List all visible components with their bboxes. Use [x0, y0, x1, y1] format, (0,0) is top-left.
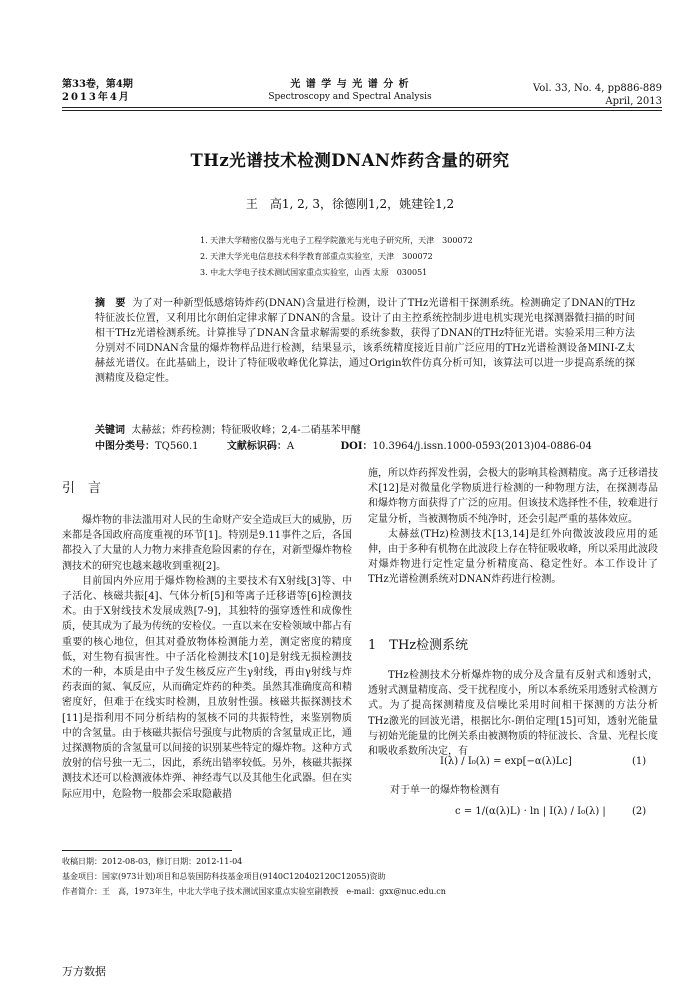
- paper-title: THz光谱技术检测DNAN炸药含量的研究: [190, 151, 510, 170]
- intro-heading: 引 言: [62, 481, 102, 496]
- header-citation: Vol. 33, No. 4, pp886-889: [533, 83, 662, 94]
- header-rule: [62, 107, 662, 108]
- intro-paragraph-2: 目前国内外应用于爆炸物检测的主要技术有X射线[3]等、中子活化、核磁共振[4]、气体分析[5]和等离子迁移谱等[6]检测技术。由于X射线技术发展成熟[7-9]，其独特的强穿透性和成像性质，使其成为了最为传统的安检仪。一直以来在安检领域中都占有重要的核心地位，但其对叠放物体检测能力差，测定密度的精度低，对生物有损害性。中子活化检测技术[10]是射线无损检测技术的一种，本质是由中子发生核反应产生γ射线，再由γ射线与炸药表面的氮、氧反应，从而确定炸药的种类。虽然其准确度高和精密度好，但难于在线实时检测，且放射性强。核磁共振探测技术[11]是指利用不同分析结构的氢核不同的共振特性，来鉴别物质中的含氢量。由于核磁共振信号强度与此物质的含氢量成正比，通过探测物质的含氢量可以间接的识别某些特定的爆炸物。这种方式放射的信号独一无二，因此，系统出错率较低。另外，核磁共振探测技术还可以检测液体炸弹、神经毒气以及其他生化武器。但在实际应用中，危险物一般都会采取隐蔽措: [62, 575, 352, 800]
- footnote-fund: 基金项目：国家(973计划)项目和总装国防科技基金项目(9140C120402120C12055)资助: [62, 872, 386, 881]
- intro-paragraph-1: 爆炸物的非法滥用对人民的生命财产安全造成巨大的威胁，历来都是各国政府高度重视的环节[1]。特别是9.11事件之后，各国都投入了大量的人力物力来排查危险因素的存在，对新型爆炸物检测技术的研究也越来越收到重视[2]。: [62, 515, 352, 572]
- doi-value: 10.3964/j.issn.1000-0593(2013)04-0886-04: [372, 441, 592, 452]
- abstract-text: 为了对一种新型低感熔铸炸药(DNAN)含量进行检测，设计了THz光谱相干探测系统。检测确定了DNAN的THz特征波长位置，又利用比尔朗伯定律求解了DNAN的含量。设计了由主控系统控制步进电机实现光电探测器微扫描的时间相干THz光谱检测系统。计算推导了DNAN含量求解需要的系统参数，获得了DNAN的THz特征光谱。实验采用三种方法分别对不同DNAN含量的爆炸物样品进行检测，结果显示，该系统精度接近目前广泛应用的THz光谱检测设备MINI-Z太赫兹光谱仪。在此基础上，设计了特征吸收峰优化算法，通过Origin软件仿真分析可知，该算法可以进一步提高系统的探测精度及稳定性。: [95, 298, 636, 384]
- header-journal-cn: 光 谱 学 与 光 谱 分 析: [290, 79, 410, 90]
- footnote-received: 收稿日期：2012-08-03，修订日期：2012-11-04: [62, 857, 243, 866]
- intro-paragraph-3: 太赫兹(THz)检测技术[13,14]是红外向微波波段应用的延伸，由于多种有机物在此波段上存在特征吸收峰，所以采用此波段对爆炸物进行定性定量分析精度高、稳定性好。本工作设计了THz光谱检测系统对DNAN炸药进行检测。: [368, 528, 658, 586]
- clc-value: TQ560.1: [155, 441, 199, 452]
- paper-authors: 王 高1, 2, 3，徐德刚1,2，姚建铨1,2: [245, 197, 455, 211]
- doi-label: DOI：: [340, 441, 373, 452]
- header-date-en: April, 2013: [605, 96, 662, 107]
- left-column: [62, 513, 352, 802]
- doc-code-value: A: [286, 441, 295, 452]
- classification-line: [95, 440, 635, 454]
- affiliation-3: 3. 中北大学电子技术测试国家重点实验室，山西 太原 030051: [200, 268, 428, 277]
- intro-continued: 施，所以炸药挥发性弱，会极大的影响其检测精度。离子迁移谱技术[12]是对微量化学物质进行检测的一种物理方法，在探测毒品和爆炸物方面获得了广泛的应用。但该技术选择性不佳，较难进行定量分析，当被测物质不纯净时，还会引起严重的基体效应。: [368, 468, 658, 525]
- equation-1-number: (1): [632, 756, 647, 767]
- footnote-bio: 作者简介：王 高，1973年生，中北大学电子技术测试国家重点实验室副教授 e-mail：gxx@nuc.edu.cn: [62, 887, 446, 896]
- section-1-body: [368, 668, 658, 759]
- equation-2-intro: 对于单一的爆炸物检测有: [390, 785, 500, 796]
- abstract: [95, 296, 635, 386]
- section-1-paragraph: THz检测技术分析爆炸物的成分及含量有反射式和透射式，透射式测量精度高、受干扰程度小，所以本系统采用透射式检测方式。为了提高探测精度及信噪比采用时间相干探测的方法分析THz激光的回波光谱，根据比尔-朗伯定理[15]可知，透射光能量与初始光能量的比例关系由被测物质的特征波长、含量、光程长度和吸收系数所决定，有: [368, 670, 658, 758]
- keywords-text: 太赫兹；炸药检测；特征吸收峰；2,4-二硝基苯甲醚: [131, 425, 361, 436]
- watermark-text: 万方数据: [62, 965, 106, 978]
- header-volume-issue: 第33卷，第4期: [62, 79, 133, 90]
- doc-code-label: 文献标识码：: [226, 441, 287, 452]
- header-rule-thin: [62, 110, 662, 111]
- abstract-label: 摘 要: [95, 298, 126, 309]
- equation-2-number: (2): [632, 806, 647, 817]
- equation-2: c = 1/(α(λ)L) · ln | I(λ) / I₀(λ) |: [455, 806, 606, 817]
- affiliation-2: 2. 天津大学光电信息技术科学教育部重点实验室，天津 300072: [200, 252, 433, 261]
- equation-1: I(λ) / I₀(λ) = exp[−α(λ)Lc]: [440, 756, 572, 767]
- clc-label: 中图分类号：: [95, 441, 155, 452]
- header-year-month: 2013年4月: [62, 92, 131, 103]
- header-journal-en: Spectroscopy and Spectral Analysis: [268, 92, 432, 102]
- affiliation-1: 1. 天津大学精密仪器与光电子工程学院激光与光电子研究所，天津 300072: [200, 236, 473, 245]
- keywords: [95, 424, 635, 438]
- footnote-rule: [62, 850, 232, 851]
- keywords-label: 关键词: [95, 425, 125, 436]
- section-1-heading: 1 THz检测系统: [368, 638, 469, 653]
- right-column: [368, 466, 658, 588]
